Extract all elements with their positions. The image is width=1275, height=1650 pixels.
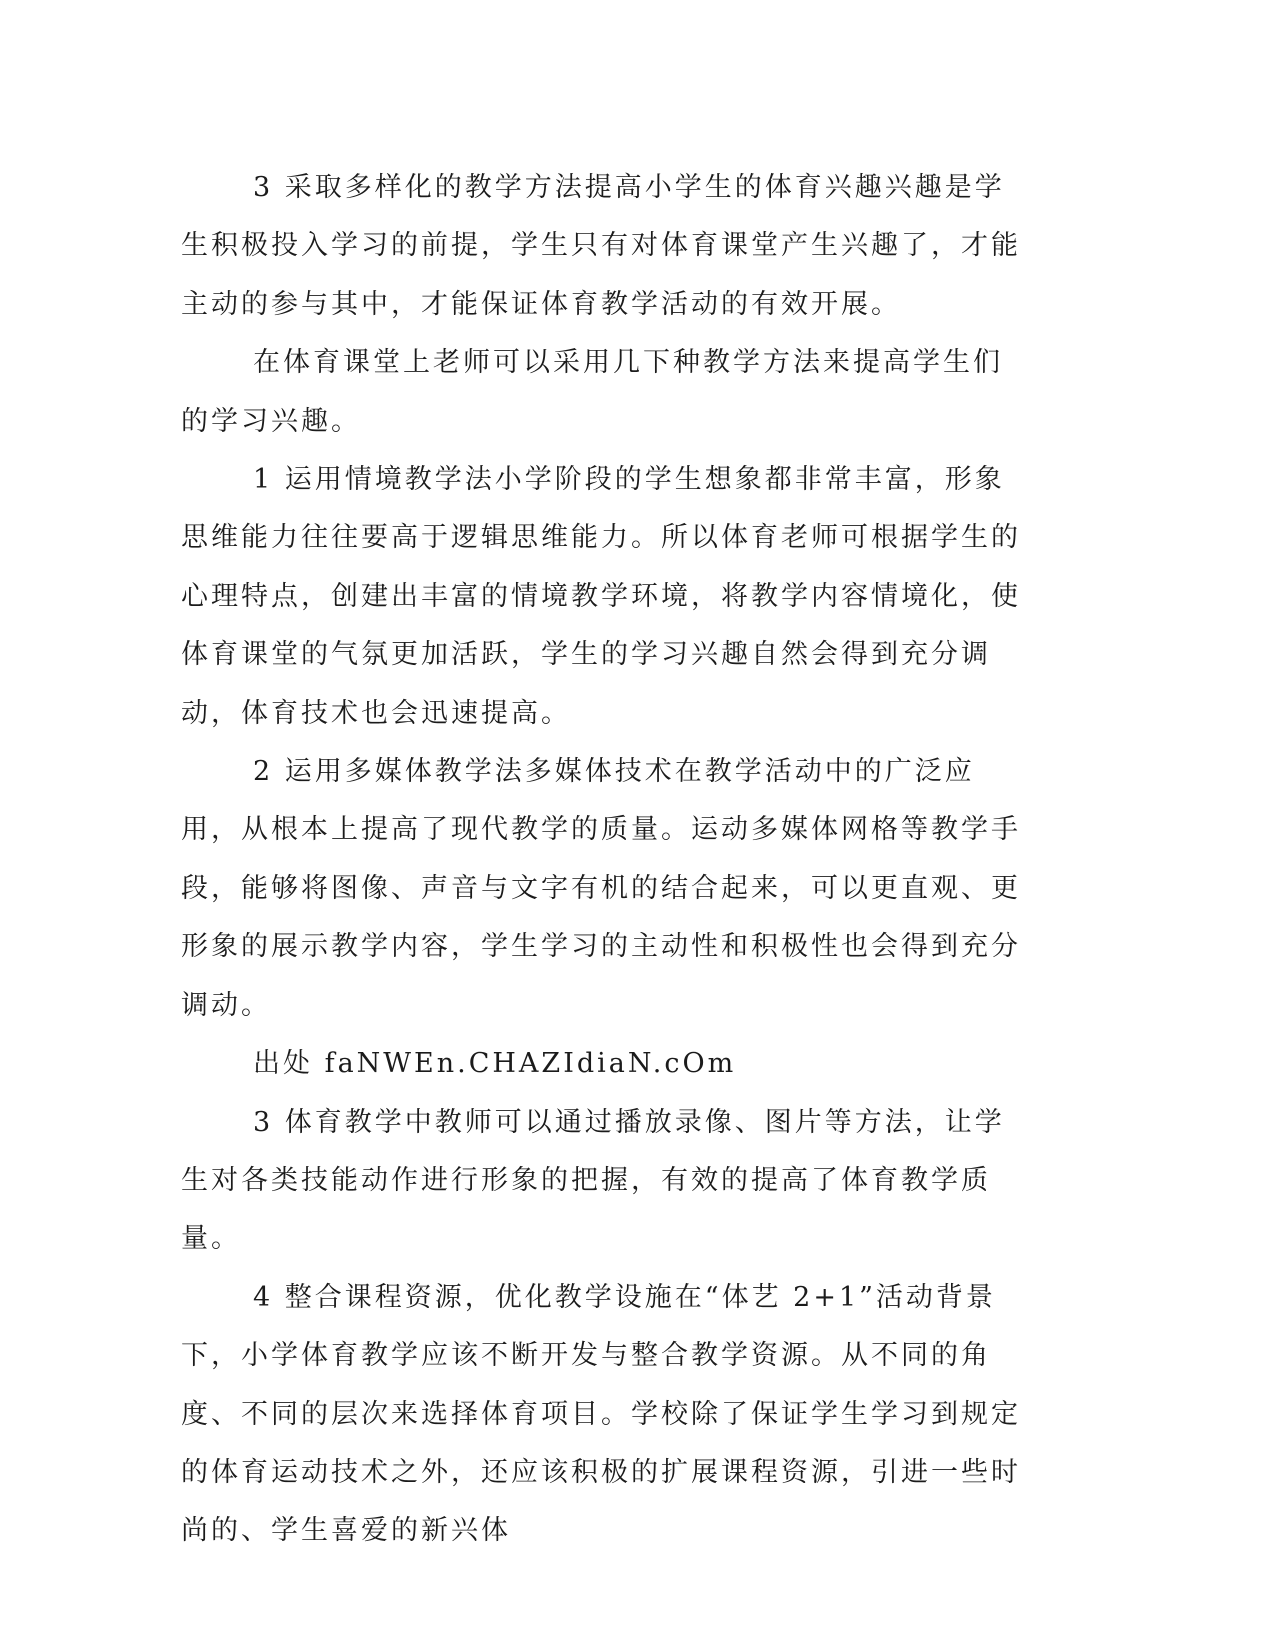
paragraph-4: 2 运用多媒体教学法多媒体技术在教学活动中的广泛应用，从根本上提高了现代教学的质量。运动多媒体网格等教学手段，能够将图像、声音与文字有机的结合起来，可以更直观、更形象的展示教学内容，学生学习的主动性和积极性也会得到充分调动。 [181,756,1021,1021]
paragraph-6: 4 整合课程资源，优化教学设施在“体艺 2+1”活动背景下，小学体育教学应该不断开发与整合教学资源。从不同的角度、不同的层次来选择体育项目。学校除了保证学生学习到规定的体育运动技术之外，还应该积极的扩展课程资源，引进一些时尚的、学生喜爱的新兴体 [181,1281,1021,1547]
document-body [181,159,1026,1561]
paragraph-5: 3 体育教学中教师可以通过播放录像、图片等方法，让学生对各类技能动作进行形象的把握，有效的提高了体育教学质量。 [181,1106,1005,1255]
paragraph-2: 在体育课堂上老师可以采用几下种教学方法来提高学生们的学习兴趣。 [181,347,1003,437]
paragraph-1: 3 采取多样化的教学方法提高小学生的体育兴趣兴趣是学生积极投入学习的前提，学生只有对体育课堂产生兴趣了，才能主动的参与其中，才能保证体育教学活动的有效开展。 [181,172,1021,320]
source-line: 出处 faNWEn.CHAZIdiaN.cOm [253,1048,737,1080]
paragraph-3: 1 运用情境教学法小学阶段的学生想象都非常丰富，形象思维能力往往要高于逻辑思维能力。所以体育老师可根据学生的心理特点，创建出丰富的情境教学环境，将教学内容情境化，使体育课堂的气氛更加活跃，学生的学习兴趣自然会得到充分调动，体育技术也会迅速提高。 [181,464,1021,729]
